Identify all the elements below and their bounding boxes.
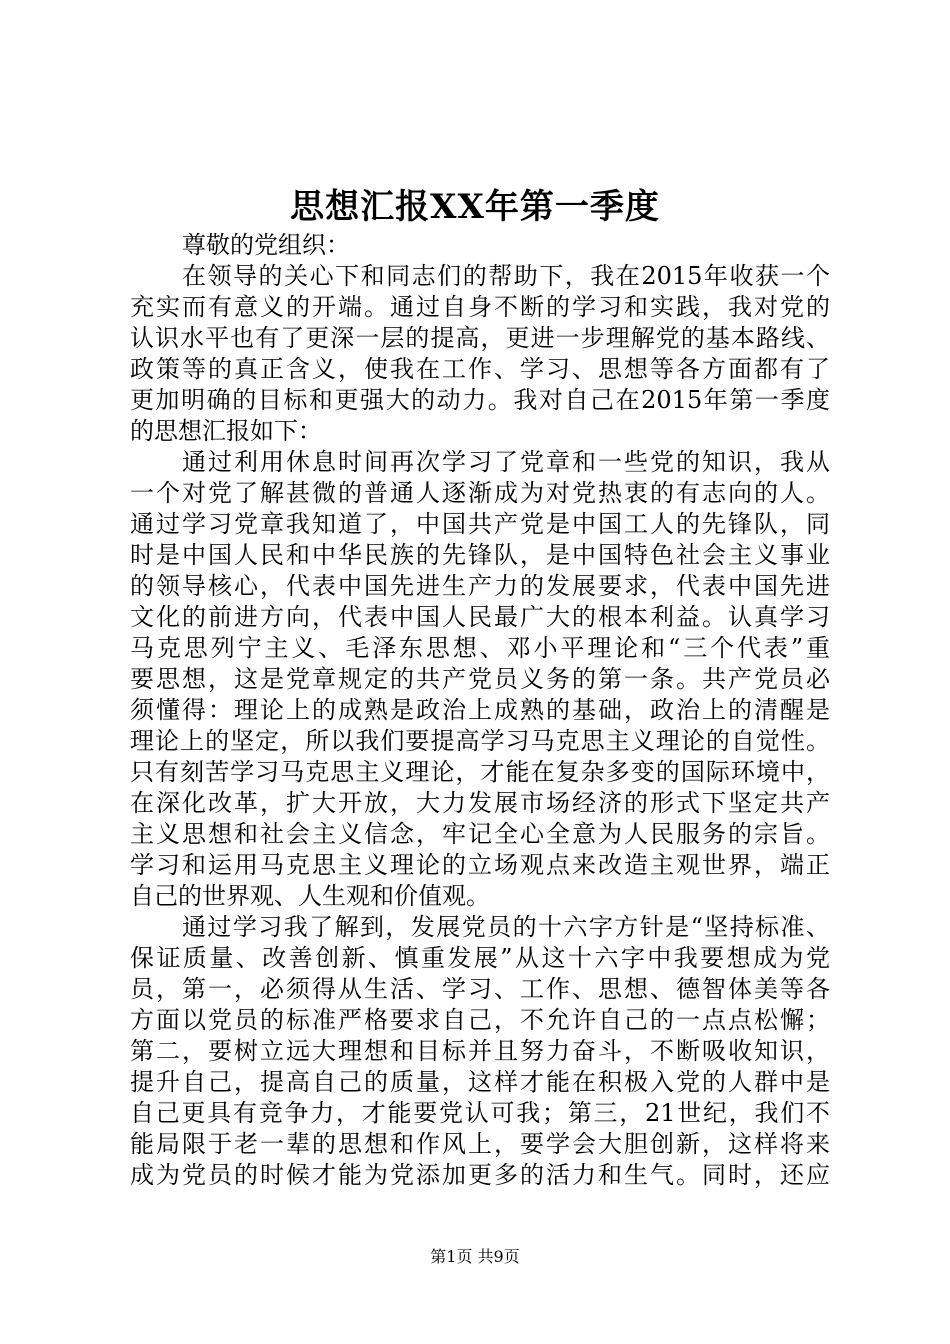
paragraph-line: 更加明确的目标和更强大的动力。我对自己在2015年第一季度	[130, 386, 830, 414]
paragraph-line: 通过学习我了解到，发展党员的十六字方针是“坚持标准、	[182, 913, 830, 941]
paragraph-line: 通过利用休息时间再次学习了党章和一些党的知识，我从	[182, 448, 830, 476]
document-title: 思想汇报XX年第一季度	[290, 187, 660, 227]
paragraph-line: 的领导核心，代表中国先进生产力的发展要求，代表中国先进	[130, 572, 830, 600]
paragraph-line: 方面以党员的标准严格要求自己，不允许自己的一点点松懈；	[130, 1006, 830, 1034]
paragraph-line: 第二，要树立远大理想和目标并且努力奋斗，不断吸收知识，	[130, 1037, 830, 1065]
paragraph-line: 一个对党了解甚微的普通人逐渐成为对党热衷的有志向的人。	[130, 479, 830, 507]
paragraph-line: 时是中国人民和中华民族的先锋队，是中国特色社会主义事业	[130, 541, 830, 569]
paragraph-line: 的思想汇报如下：	[130, 417, 322, 445]
paragraph-line: 要思想，这是党章规定的共产党员义务的第一条。共产党员必	[130, 665, 830, 693]
paragraph-line: 在深化改革，扩大开放，大力发展市场经济的形式下坚定共产	[130, 789, 830, 817]
paragraph-line: 政策等的真正含义，使我在工作、学习、思想等各方面都有了	[130, 355, 830, 383]
paragraph-line: 成为党员的时候才能为党添加更多的活力和生气。同时，还应	[130, 1161, 830, 1189]
paragraph-line: 须懂得：理论上的成熟是政治上成熟的基础，政治上的清醒是	[130, 696, 830, 724]
paragraph-line: 在领导的关心下和同志们的帮助下，我在2015年收获一个	[182, 262, 830, 290]
paragraph-line: 通过学习党章我知道了，中国共产党是中国工人的先锋队，同	[130, 510, 830, 538]
paragraph-line: 主义思想和社会主义信念，牢记全心全意为人民服务的宗旨。	[130, 820, 830, 848]
paragraph-line: 充实而有意义的开端。通过自身不断的学习和实践，我对党的	[130, 293, 830, 321]
paragraph-line: 自己的世界观、人生观和价值观。	[130, 882, 490, 910]
document-body	[130, 230, 830, 1191]
paragraph-line: 文化的前进方向，代表中国人民最广大的根本利益。认真学习	[130, 603, 830, 631]
paragraph-line: 自己更具有竞争力，才能要党认可我；第三，21世纪，我们不	[130, 1099, 830, 1127]
paragraph-line: 认识水平也有了更深一层的提高，更进一步理解党的基本路线、	[130, 324, 830, 352]
page-number-footer: 第1页 共9页	[430, 1247, 520, 1266]
paragraph-line: 提升自己，提高自己的质量，这样才能在积极入党的人群中是	[130, 1068, 830, 1096]
paragraph-line: 员，第一，必须得从生活、学习、工作、思想、德智体美等各	[130, 975, 830, 1003]
paragraph-line: 能局限于老一辈的思想和作风上，要学会大胆创新，这样将来	[130, 1130, 830, 1158]
paragraph-line: 马克思列宁主义、毛泽东思想、邓小平理论和“三个代表”重	[130, 634, 830, 662]
paragraph-line: 理论上的坚定，所以我们要提高学习马克思主义理论的自觉性。	[130, 727, 830, 755]
salutation-line: 尊敬的党组织：	[182, 231, 350, 259]
paragraph-line: 只有刻苦学习马克思主义理论，才能在复杂多变的国际环境中，	[130, 758, 830, 786]
paragraph-line: 学习和运用马克思主义理论的立场观点来改造主观世界，端正	[130, 851, 830, 879]
paragraph-line: 保证质量、改善创新、慎重发展”从这十六字中我要想成为党	[130, 944, 830, 972]
